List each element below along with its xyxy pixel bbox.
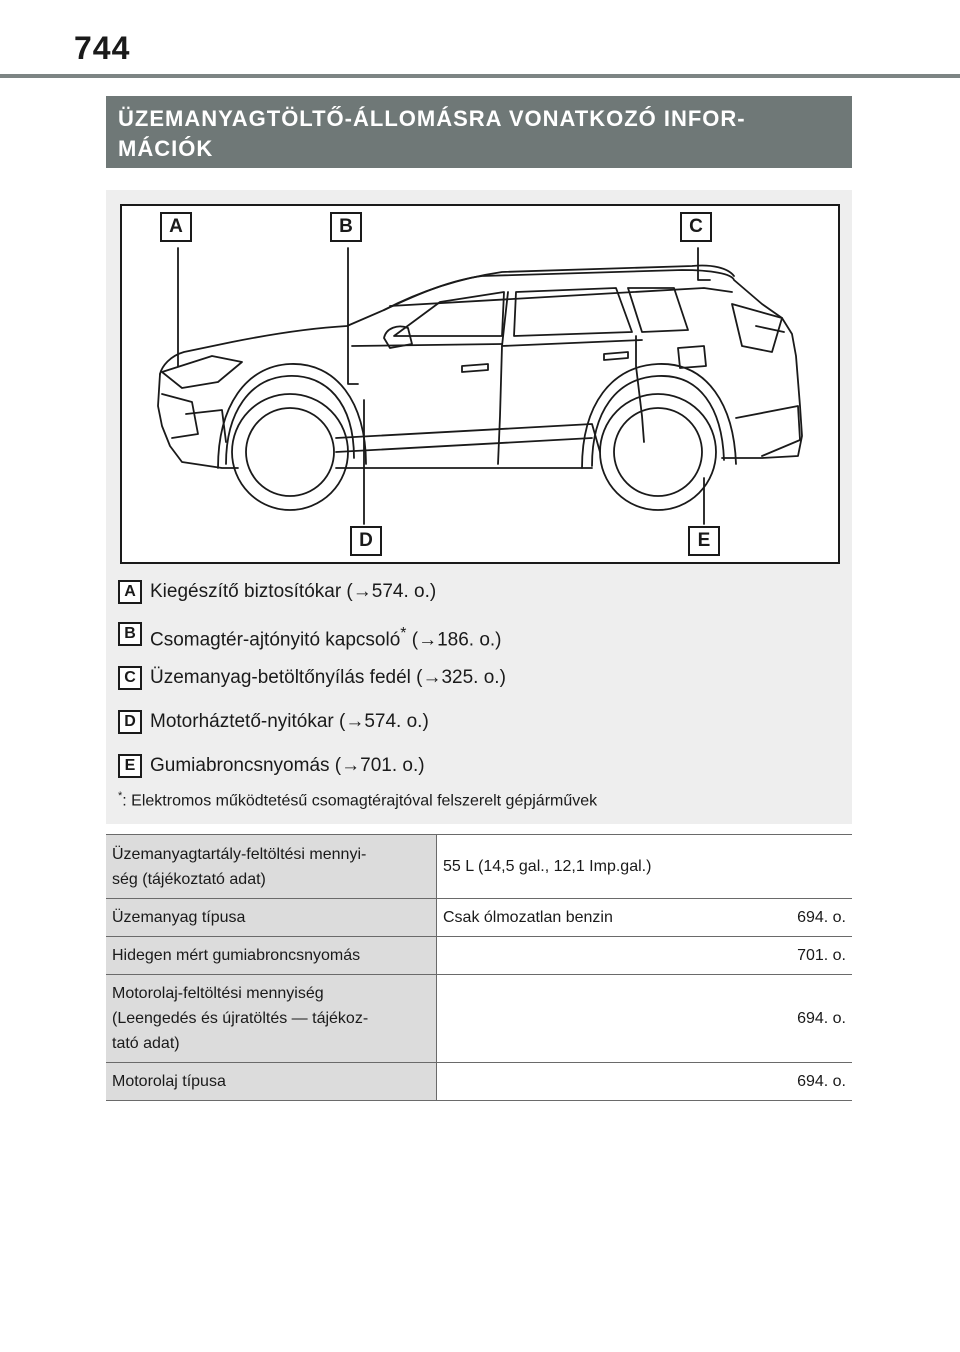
table-value-cell	[437, 975, 853, 1063]
label-line: Üzemanyagtartály-feltöltési mennyi-	[112, 845, 367, 863]
section-title	[118, 104, 838, 164]
table-label-cell	[106, 937, 437, 975]
section-title-line-2: MÁCIÓK	[118, 136, 214, 161]
label-line: Motorolaj típusa	[112, 1073, 226, 1090]
table-row	[106, 835, 852, 899]
page-reference: 694. o.	[797, 1010, 846, 1027]
legend-text-ref: (→186. o.)	[406, 629, 502, 651]
legend-text: Kiegészítő biztosítókar (→574. o.)	[150, 581, 437, 602]
legend-text-main: Csomagtér-ajtónyitó kapcsoló	[150, 629, 401, 651]
value-text: 55 L (14,5 gal., 12,1 Imp.gal.)	[443, 858, 652, 875]
legend-key: C	[118, 666, 142, 690]
footnote-marker: *	[400, 625, 407, 642]
header-rule	[0, 74, 960, 78]
footnote-mark: *	[118, 790, 123, 802]
legend-key: E	[118, 754, 142, 778]
callout-a: A	[160, 212, 192, 242]
callout-c: C	[680, 212, 712, 242]
label-line: tató adat)	[112, 1035, 180, 1052]
callout-b: B	[330, 212, 362, 242]
legend-key: D	[118, 710, 142, 734]
callout-d: D	[350, 526, 382, 556]
section-header	[106, 96, 852, 168]
callout-e: E	[688, 526, 720, 556]
footnote-text: : Elektromos működtetésű csomagtérajtóval felszerelt gépjárművek	[122, 792, 598, 810]
legend-text: Gumiabroncsnyomás (→701. o.)	[150, 755, 425, 776]
table-value-cell	[437, 899, 853, 937]
legend-text: Üzemanyag-betöltőnyílás fedél (→325. o.)	[150, 667, 506, 688]
page-reference: 701. o.	[797, 947, 846, 964]
fuel-station-info-table	[106, 834, 852, 1101]
page-reference: 694. o.	[797, 909, 846, 926]
table-value-cell	[437, 937, 853, 975]
legend-key: B	[118, 622, 142, 646]
table-label-cell	[106, 835, 437, 899]
section-title-line-1: ÜZEMANYAGTÖLTŐ-ÁLLOMÁSRA VONATKOZÓ INFOR-	[118, 106, 746, 131]
value-text: Csak ólmozatlan benzin	[443, 909, 613, 926]
table-value-cell	[437, 835, 853, 899]
table-row	[106, 975, 852, 1063]
table-row	[106, 1063, 852, 1101]
table-label-cell	[106, 975, 437, 1063]
label-line: (Leengedés és újratöltés — tájékoz-	[112, 1010, 369, 1027]
vehicle-side-illustration	[120, 204, 840, 564]
legend-key: A	[118, 580, 142, 604]
page-reference: 694. o.	[797, 1073, 846, 1090]
label-line: Motorolaj-feltöltési mennyiség	[112, 985, 324, 1002]
label-line: Hidegen mért gumiabroncsnyomás	[112, 947, 361, 964]
page-number: 744	[74, 30, 131, 66]
footnote	[118, 790, 597, 810]
table-row	[106, 937, 852, 975]
car-side-view-icon	[122, 206, 838, 562]
label-line: Üzemanyag típusa	[112, 909, 246, 926]
table-label-cell	[106, 1063, 437, 1101]
label-line: ség (tájékoztató adat)	[112, 870, 266, 888]
table-row	[106, 899, 852, 937]
legend-text: Motorháztető-nyitókar (→574. o.)	[150, 711, 429, 732]
table-value-cell	[437, 1063, 853, 1101]
legend-text	[150, 620, 502, 654]
table-label-cell	[106, 899, 437, 937]
